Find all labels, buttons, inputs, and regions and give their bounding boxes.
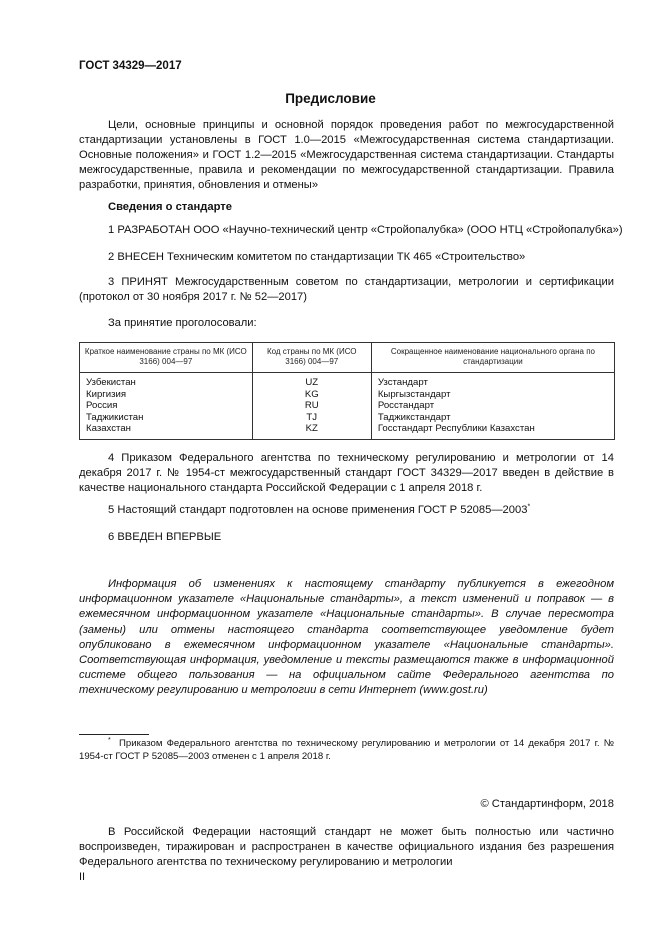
footnote-divider: [79, 734, 149, 735]
table-row: [80, 389, 615, 401]
footnote-mark: *: [108, 736, 111, 744]
country-cell: Россия: [80, 400, 253, 412]
info-heading: Сведения о стандарте: [108, 201, 232, 213]
code-cell: KG: [252, 389, 371, 401]
code-cell: UZ: [252, 373, 371, 389]
item-2-introduced: 2 ВНЕСЕН Техническим комитетом по стандартизации ТК 465 «Строительство»: [108, 251, 526, 263]
item-5-basis: [108, 503, 530, 518]
footnote-text: Приказом Федерального агентства по техническому регулированию и метрологии от 14 декабря 2017 г. № 1954-ст ГОСТ Р 52085—2003 отменен с 1 апреля 2018 г.: [79, 738, 614, 762]
country-cell: Казахстан: [80, 423, 253, 439]
intro-paragraph: Цели, основные принципы и основной порядок проведения работ по межгосударственной стандартизации установлены в ГОСТ 1.0—2015 «Межгосударственная система стандартизации. Основные положения» и ГОСТ 1.2—2015 «Межгосударственная система стандартизации. Стандарты межгосударственные, правила и рекомендации по межгосударственной стандартизации. Правила разработки, принятия, обновления и отмены»: [79, 119, 614, 192]
item-6-first-introduced: 6 ВВЕДЕН ВПЕРВЫЕ: [108, 531, 222, 543]
item-5-footnote-mark: *: [527, 503, 531, 511]
code-cell: KZ: [252, 423, 371, 439]
item-3-adopted: 3 ПРИНЯТ Межгосударственным советом по стандартизации, метрологии и сертификации (протокол от 30 ноября 2017 г. № 52—2017): [79, 276, 614, 304]
item-5-text: 5 Настоящий стандарт подготовлен на основе применения ГОСТ Р 52085—2003: [108, 504, 528, 516]
code-cell: RU: [252, 400, 371, 412]
table-row: [80, 400, 615, 412]
header-body: Сокращенное наименование национального органа по стандартизации: [371, 343, 614, 373]
item-4-enacted: 4 Приказом Федерального агентства по техническому регулированию и метрологии от 14 декабря 2017 г. № 1954-ст межгосударственный стандарт ГОСТ 34329—2017 введен в действие в качестве национального стандарта Российской Федерации с 1 апреля 2018 г.: [79, 452, 614, 495]
country-cell: Таджикистан: [80, 412, 253, 424]
page-number: II: [79, 871, 86, 883]
body-cell: Узстандарт: [371, 373, 614, 389]
voted-label: За принятие проголосовали:: [108, 317, 257, 329]
table-row: [80, 373, 615, 389]
footnote: [79, 738, 614, 764]
copyright: © Стандартинформ, 2018: [480, 798, 614, 810]
header-code: Код страны по МК (ИСО 3166) 004—97: [252, 343, 371, 373]
code-cell: TJ: [252, 412, 371, 424]
vote-table: [79, 342, 615, 440]
changes-info-paragraph: Информация об изменениях к настоящему стандарту публикуется в ежегодном информационном указателе «Национальные стандарты», а текст изменений и поправок — в ежемесячном информационном указателе «Национальные стандарты». В случае пересмотра (замены) или отмены настоящего стандарта соответствующее уведомление будет опубликовано в ежемесячном информационном указателе «Национальные стандарты». Соответствующая информация, уведомление и тексты размещаются также в информационной системе общего пользования — на официальном сайте Федерального агентства по техническому регулированию и метрологии в сети Интернет (www.gost.ru): [79, 578, 614, 697]
header-country: Краткое наименование страны по МК (ИСО 3166) 004—97: [80, 343, 253, 373]
vote-table-header: [80, 343, 615, 373]
body-cell: Таджикстандарт: [371, 412, 614, 424]
body-cell: Росстандарт: [371, 400, 614, 412]
table-row: [80, 412, 615, 424]
country-cell: Киргизия: [80, 389, 253, 401]
body-cell: Госстандарт Республики Казахстан: [371, 423, 614, 439]
document-id-header: ГОСТ 34329—2017: [79, 60, 182, 72]
rights-paragraph: В Российской Федерации настоящий стандарт не может быть полностью или частично воспроизведен, тиражирован и распространен в качестве официального издания без разрешения Федерального агентства по техническому регулированию и метрологии: [79, 826, 614, 869]
page-title: Предисловие: [285, 91, 376, 106]
body-cell: Кыргызстандарт: [371, 389, 614, 401]
country-cell: Узбекистан: [80, 373, 253, 389]
item-1-developed: 1 РАЗРАБОТАН ООО «Научно-технический центр «Стройопалубка» (ООО НТЦ «Стройопалубка»): [108, 224, 623, 236]
table-row: [80, 423, 615, 439]
